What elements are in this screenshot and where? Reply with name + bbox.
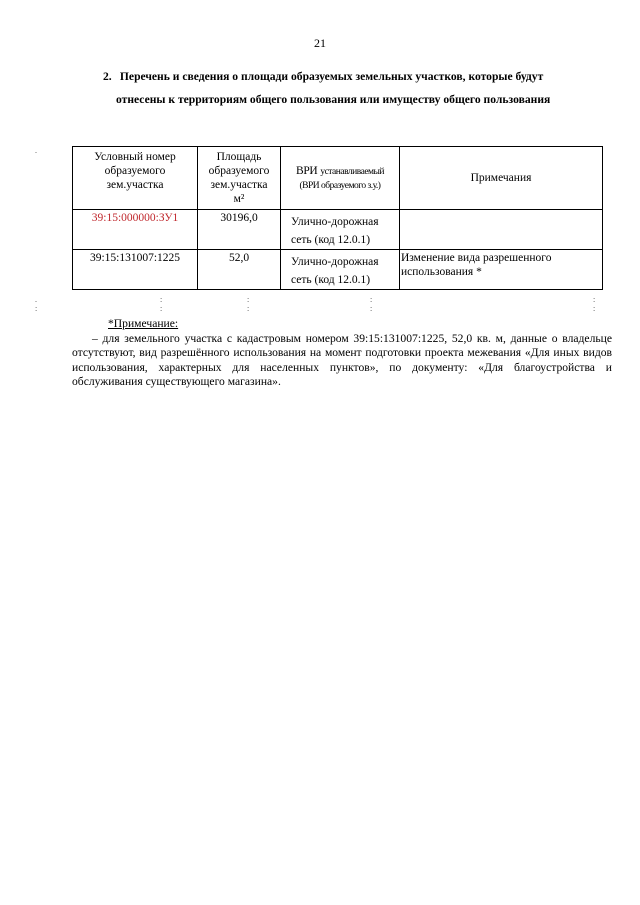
cell-permitted-use: Улично-дорожная сеть (код 12.0.1) xyxy=(281,210,400,250)
header-permitted-use: ВРИ устанавливаемый (ВРИ образуемого з.у.) xyxy=(281,147,400,210)
page-number: 21 xyxy=(314,36,326,50)
cell-plot-number: 39:15:000000:ЗУ1 xyxy=(73,210,198,250)
section-title-line-1: Перечень и сведения о площади образуемых земельных участков, которые будут xyxy=(119,70,544,83)
cell-plot-area: 30196,0 xyxy=(198,210,281,250)
margin-dot: . xyxy=(35,295,37,304)
cell-plot-number: 39:15:131007:1225 xyxy=(73,250,198,290)
margin-dot: : xyxy=(160,295,163,304)
margin-dot: . xyxy=(35,146,37,155)
margin-dot: : xyxy=(35,304,38,313)
cell-notes xyxy=(400,210,603,250)
margin-dot: : xyxy=(160,304,163,313)
margin-dot: : xyxy=(370,295,373,304)
cell-plot-area: 52,0 xyxy=(198,250,281,290)
cell-permitted-use: Улично-дорожная сеть (код 12.0.1) xyxy=(281,250,400,290)
land-plots-table xyxy=(72,146,603,290)
margin-dot: : xyxy=(370,304,373,313)
note-title: *Примечание: xyxy=(108,317,179,330)
table-row xyxy=(73,210,603,250)
section-heading-line-1 xyxy=(103,70,613,84)
table-header-row xyxy=(73,147,603,210)
section-heading-line-2: отнесены к территориям общего пользования или имуществу общего пользования xyxy=(116,93,551,106)
margin-dot: : xyxy=(593,295,596,304)
margin-dot: : xyxy=(247,295,250,304)
header-plot-area: Площадь образуемого зем.участка м² xyxy=(198,147,281,210)
table-row xyxy=(73,250,603,290)
section-number: 2. xyxy=(103,70,112,83)
margin-dot: : xyxy=(593,304,596,313)
margin-dot: : xyxy=(247,304,250,313)
cell-notes: Изменение вида разрешенного использования * xyxy=(400,250,603,290)
header-plot-number: Условный номер образуемого зем.участка xyxy=(73,147,198,210)
header-notes: Примечания xyxy=(400,147,603,210)
note-text: – для земельного участка с кадастровым номером 39:15:131007:1225, 52,0 кв. м, данные о владельце отсутствуют, вид разрешённого использования на момент подготовки проекта межевания «Для иных видов использования, характерных для населенных пунктов», по документу: «Для благоустройства и обслуживания существующего магазина». xyxy=(72,332,612,388)
